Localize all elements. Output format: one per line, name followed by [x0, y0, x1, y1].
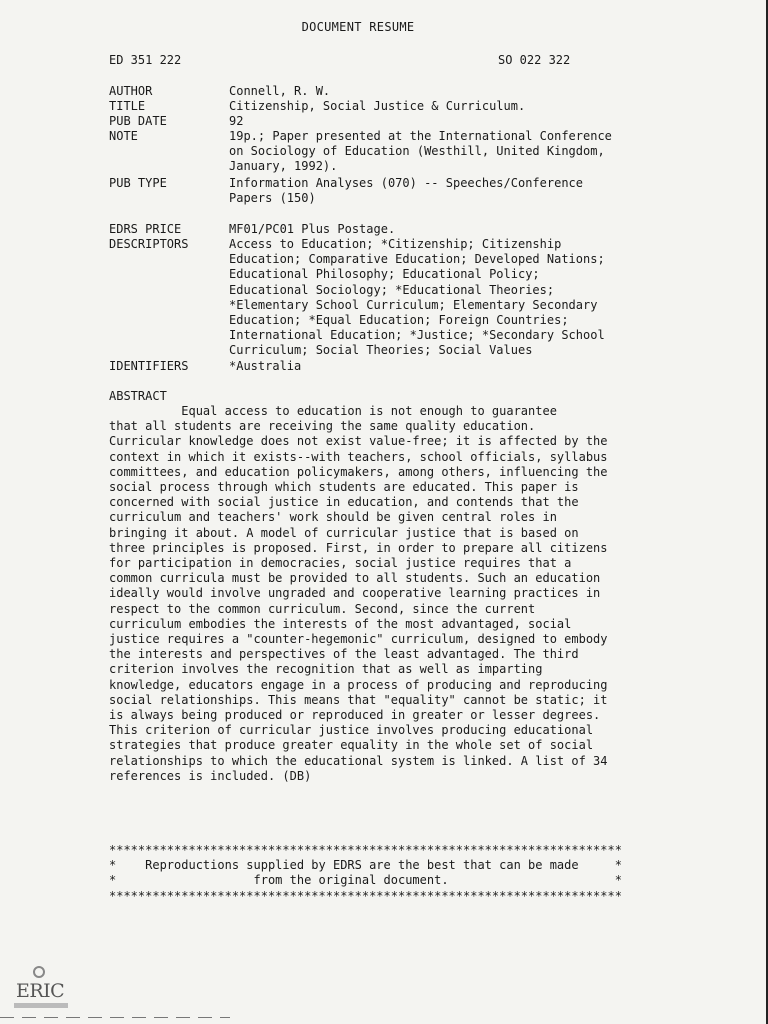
title-label: TITLE: [109, 99, 146, 113]
note-value: 19p.; Paper presented at the International Conference on Sociology of Education (Westhill, United Kingdom, January, 1992).: [229, 129, 612, 174]
edrs-price-label: EDRS PRICE: [109, 222, 182, 236]
pub-date-value: 92: [229, 114, 244, 128]
abstract-label: ABSTRACT: [109, 389, 167, 403]
eric-logo-bar: [14, 1003, 68, 1008]
pub-date-label: PUB DATE: [109, 114, 167, 128]
note-label: NOTE: [109, 129, 138, 143]
edrs-price-value: MF01/PC01 Plus Postage.: [229, 222, 396, 236]
author-value: Connell, R. W.: [229, 84, 331, 98]
pub-type-value: Information Analyses (070) -- Speeches/Conference Papers (150): [229, 176, 584, 206]
pub-type-label: PUB TYPE: [109, 176, 167, 190]
descriptors-label: DESCRIPTORS: [109, 237, 189, 251]
reproduction-notice: *********************************************************************** * Reproductions supplied by EDRS are the best that can be made * * from the original document. * ***********************************************************************: [109, 843, 622, 903]
identifiers-value: *Australia: [229, 359, 302, 373]
ed-number: ED 351 222: [109, 53, 182, 67]
footer-divider: [0, 1017, 230, 1018]
author-label: AUTHOR: [109, 84, 153, 98]
title-value: Citizenship, Social Justice & Curriculum.: [229, 99, 526, 113]
document-title: DOCUMENT RESUME: [301, 20, 415, 34]
descriptors-value: Access to Education; *Citizenship; Citizenship Education; Comparative Education; Developed Nations; Educational Philosophy; Educational Policy; Educational Sociology; *Educational Theories; *Elementary School Curriculum; Elementary Secondary Education; *Equal Education; Foreign Countries; International Education; *Justice; *Secondary School Curriculum; Social Theories; Social Values: [229, 237, 605, 358]
eric-logo-text: ERIC: [16, 980, 65, 1002]
identifiers-label: IDENTIFIERS: [109, 359, 189, 373]
abstract-text: Equal access to education is not enough to guarantee that all students are receiving the same quality education. Curricular knowledge does not exist value-free; it is affected by the context in which it exists--with teachers, school officials, syllabus committees, and education policymakers, among others, influencing the social process through which students are educated. This paper is concerned with social justice in education, and contends that the curriculum and teachers' work should be given central roles in bringing it about. A model of curricular justice that is based on three principles is proposed. First, in order to prepare all citizens for participation in democracies, social justice requires that a common curricula must be provided to all students. Such an education ideally would involve ungraded and cooperative learning practices in respect to the common curriculum. Second, since the current curriculum embodies the interests of the most advantaged, social justice requires a "counter-hegemonic" curriculum, designed to embody the interests and perspectives of the least advantaged. The third criterion involves the recognition that as well as imparting knowledge, educators engage in a process of producing and reproducing social relationships. This means that "equality" cannot be static; it is always being produced or reproduced in greater or lesser degrees. This criterion of curricular justice involves producing educational strategies that produce greater equality in the whole set of social relationships to which the educational system is linked. A list of 34 references is included. (DB): [109, 404, 608, 783]
eric-logo-icon: [33, 966, 45, 978]
so-number: SO 022 322: [498, 53, 571, 67]
